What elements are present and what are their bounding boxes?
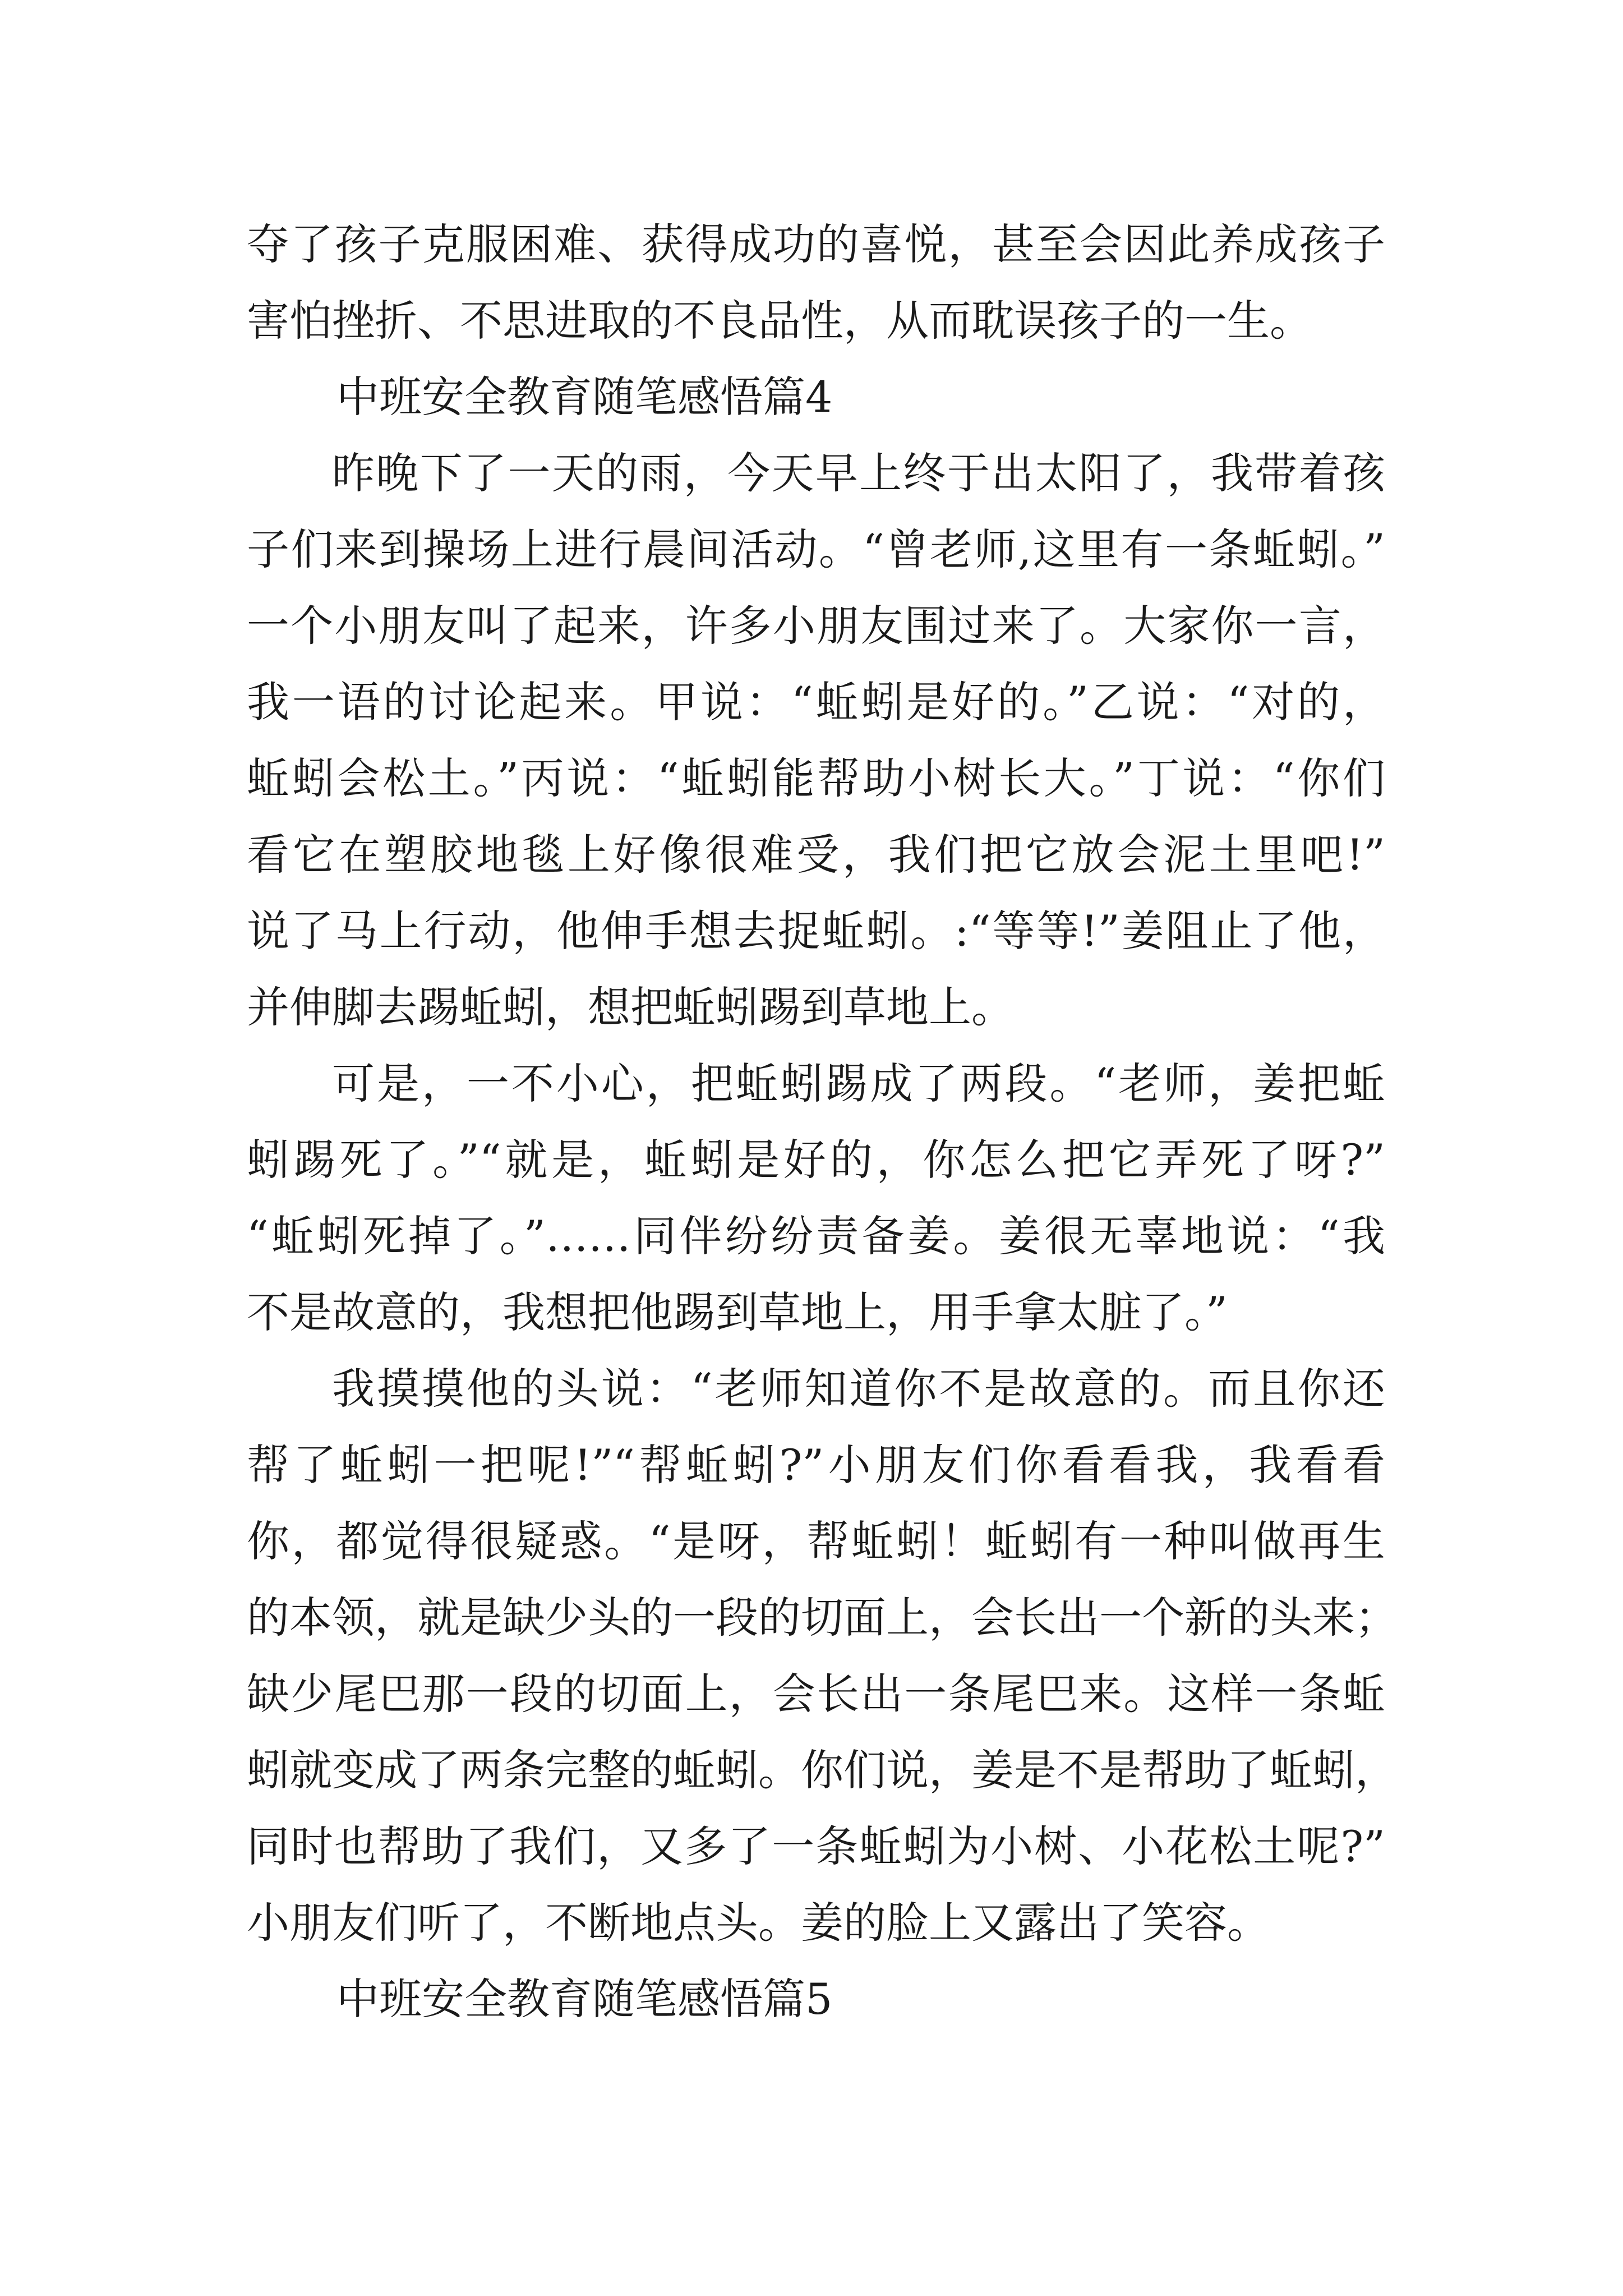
text-line: 蚯蚓会松土。”丙说：“蚯蚓能帮助小树长大。”丁说：“你们 bbox=[247, 753, 1385, 803]
text-line: 蚓就变成了两条完整的蚯蚓。你们说，姜是不是帮助了蚯蚓， bbox=[247, 1745, 1398, 1795]
text-line: 我一语的讨论起来。甲说：“蚯蚓是好的。”乙说：“对的， bbox=[247, 677, 1385, 727]
text-line: “蚯蚓死掉了。”……同伴纷纷责备姜。姜很无辜地说：“我 bbox=[247, 1211, 1385, 1261]
text-line: 同时也帮助了我们，又多了一条蚯蚓为小树、小花松土呢?” bbox=[247, 1821, 1385, 1871]
text-line: 小朋友们听了，不断地点头。姜的脸上又露出了笑容。 bbox=[247, 1898, 1270, 1948]
section-heading-5: 中班安全教育随笔感悟篇5 bbox=[336, 1974, 833, 2024]
text-line: 并伸脚去踢蚯蚓，想把蚯蚓踢到草地上。 bbox=[247, 982, 1014, 1032]
text-line: 帮了蚯蚓一把呢!”“帮蚯蚓?”小朋友们你看看我，我看看 bbox=[247, 1440, 1385, 1490]
text-line: 说了马上行动，他伸手想去捉蚯蚓。:“等等!”姜阻止了他， bbox=[247, 906, 1385, 956]
document-body bbox=[247, 206, 1398, 2037]
text-line: 看它在塑胶地毯上好像很难受，我们把它放会泥土里吧!” bbox=[247, 830, 1385, 880]
text-line: 缺少尾巴那一段的切面上，会长出一条尾巴来。这样一条蚯 bbox=[247, 1669, 1385, 1719]
text-line: 可是，一不小心，把蚯蚓踢成了两段。“老师，姜把蚯 bbox=[332, 1059, 1385, 1108]
text-line: 你，都觉得很疑惑。“是呀，帮蚯蚓！蚯蚓有一种叫做再生 bbox=[247, 1516, 1385, 1566]
paragraph-continuation bbox=[247, 206, 1385, 359]
paragraph bbox=[247, 1046, 1385, 1351]
text-line: 的本领，就是缺少头的一段的切面上，会长出一个新的头来； bbox=[247, 1593, 1398, 1642]
text-line: 夺了孩子克服困难、获得成功的喜悦，甚至会因此养成孩子 bbox=[247, 219, 1385, 269]
paragraph bbox=[247, 1351, 1398, 1961]
text-line: 一个小朋友叫了起来，许多小朋友围过来了。大家你一言， bbox=[247, 601, 1385, 651]
text-line: 我摸摸他的头说：“老师知道你不是故意的。而且你还 bbox=[332, 1364, 1385, 1414]
text-line: 害怕挫折、不思进取的不良品性，从而耽误孩子的一生。 bbox=[247, 296, 1312, 346]
section-heading-4: 中班安全教育随笔感悟篇4 bbox=[336, 372, 833, 422]
text-line: 蚓踢死了。”“就是，蚯蚓是好的，你怎么把它弄死了呀?” bbox=[247, 1135, 1385, 1185]
paragraph bbox=[247, 435, 1385, 1046]
text-line: 不是故意的，我想把他踢到草地上，用手拿太脏了。” bbox=[247, 1287, 1228, 1337]
text-line: 昨晚下了一天的雨，今天早上终于出太阳了，我带着孩 bbox=[332, 448, 1385, 498]
text-line: 子们来到操场上进行晨间活动。“曾老师,这里有一条蚯蚓。” bbox=[247, 524, 1385, 574]
